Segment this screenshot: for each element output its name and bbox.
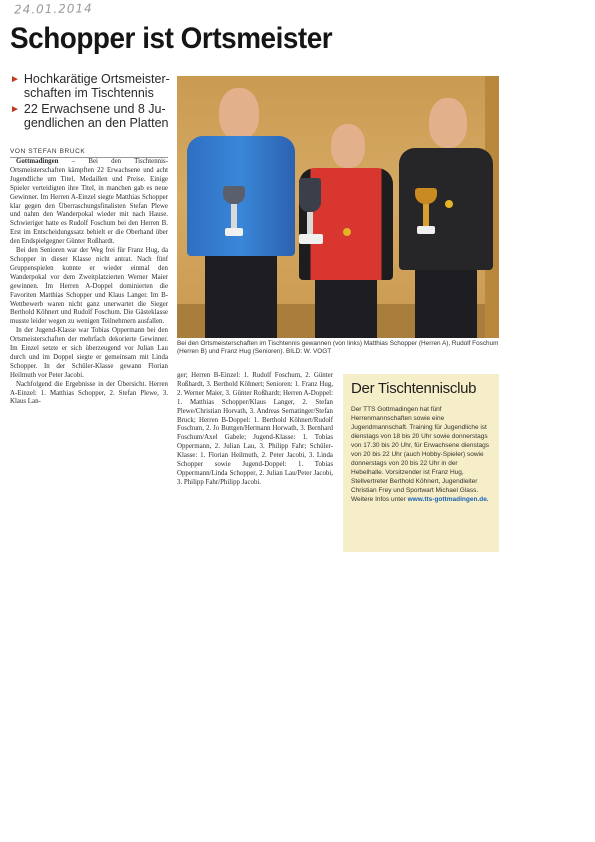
byline: VON STEFAN BRUCK [10, 148, 168, 158]
club-website-link[interactable]: www.tts-gottmadingen.de. [407, 496, 489, 503]
article-column-2 [177, 372, 333, 488]
paragraph-4: Nachfolgend die Ergebnisse in der Übersicht. Herren A-Einzel: 1. Matthias Schopper, 2. Stefan Plewe, 3. Klaus Lan- [10, 380, 168, 406]
article-column-1 [10, 158, 168, 407]
person-left [187, 76, 297, 338]
red-arrow-icon: ► [10, 104, 20, 115]
article-photo [177, 76, 499, 338]
dateline: Gottmadingen [16, 158, 59, 165]
person-right [395, 76, 495, 338]
handwritten-date: 24.01.2014 [13, 1, 93, 17]
headline: Schopper ist Ortsmeister [10, 22, 333, 55]
paragraph-3: In der Jugend-Klasse war Tobias Oppermann bei den Ortsmeisterschaften der mehrfach dekorierte Gewinner. Im Einzel setzte er sich überzeugend vor Julian Lau durch und im Doppel siegte er gemeinsam mit Linda Schopper. In der Schüler-Klasse gewann Florian Heilmuth vor Peter Jacobi. [10, 327, 168, 379]
teaser-bullet [10, 102, 170, 130]
paragraph-2: Bei den Senioren war der Weg frei für Franz Hug, da Schopper in dieser Klasse nicht antrat. Nach fünf Gruppenspielen konnte er wieder einmal den Wanderpokal vor dem Zweitplatzierten Werner Maier gewinnen. Im Herren A-Doppel dominierten die Favoriten Matthias Schopper und Klaus Langer. Im B-Wettbewerb waren nicht ganz unerwartet die Sieger Berthold Köhnert und Rudolf Foschum. Die Gästeklasse musste leider wegen zu wenigen Teilnehmern ausfallen. [10, 247, 168, 326]
info-box-body: Der TTS Gottmadingen hat fünf Herrenmannschaften sowie eine Jugendmannschaft. Training für Jugendliche ist dienstags von 18 bis 20 Uhr sowie donnerstags von 17.30 bis 20 Uhr, für Erwachsene dienstags von 20 bis 22 Uhr (auch Hobby-Spieler) sowie donnerstags von 20 bis 22 Uhr in der Hebelhalle. Vorsitzender ist Franz Hug, Stellvertreter Berthold Köhnert, Jugendleiter Christian Frey und Sportwart Michael Glass. Weitere Infos unter [351, 406, 490, 503]
photo-caption: Bei den Ortsmeisterschaften im Tischtennis gewannen (von links) Matthias Schopper (Herren A), Rudolf Foschum (Herren B) und Franz Hug (Senioren). BILD: W. VOGT [177, 340, 499, 355]
paragraph-1: – Bei den Tischtennis-Ortsmeisterschaften kämpften 22 Erwachsene und acht Jugendliche um Titel, Medaillen und Preise. Einige Spieler verteidigten ihre Titel, in manchen gab es neue Gewinner. Im Herren A-Einzel siegte Matthias Schopper klar gegen den Überraschungsfinalisten Stefan Plewe und nahm den Wanderpokal wieder mit nach Hause. Schwieriger hatte es Rudolf Foschum bei den Herren B. Erst im Entscheidungssatz behielt er die Oberhand über den Endspielgegner Günter Roßhardt. [10, 158, 168, 246]
info-box-title: Der Tischtennisclub [351, 380, 477, 397]
info-box [343, 374, 499, 552]
teaser-bullets [10, 72, 170, 132]
red-arrow-icon: ► [10, 74, 20, 85]
bullet-text: 22 Erwachsene und 8 Ju-gendlichen an den Platten [23, 102, 169, 130]
teaser-bullet [10, 72, 170, 100]
info-box-text [351, 405, 491, 504]
bullet-text: Hochkarätige Ortsmeister-schaften im Tischtennis [23, 72, 170, 100]
results-paragraph: ger; Herren B-Einzel: 1. Rudolf Foschum, 2. Günter Roßhardt, 3. Berthold Köhnert; Senioren: 1. Franz Hug, 2. Werner Maier, 3. Günter Roßhardt; Herren A-Doppel: 1. Matthias Schopper/Klaus Langer, 2. Stefan Plewe/Christian Horvath, 3. Andreas Sernatinger/Stefan Bruck; Herren B-Doppel: 1. Berthold Köhnert/Rudolf Foschum, 2. Jo Buttgen/Hermann Horwath, 3. Bernhard Foschum/Axel Gabele; Jugend-Klasse: 1. Tobias Oppermann, 2. Julian Lau, 3. Philipp Fahr; Schüler-Klasse: 1. Florian Heilmuth, 2. Peter Jacobi, 3. Linda Schopper sowie Jugend-Doppel: 1. Tobias Oppermann/Linda Schopper, 2. Julian Lau/Peter Jacobi, 3. Philipp Fahr/Philipp Jacobi. [177, 372, 333, 486]
